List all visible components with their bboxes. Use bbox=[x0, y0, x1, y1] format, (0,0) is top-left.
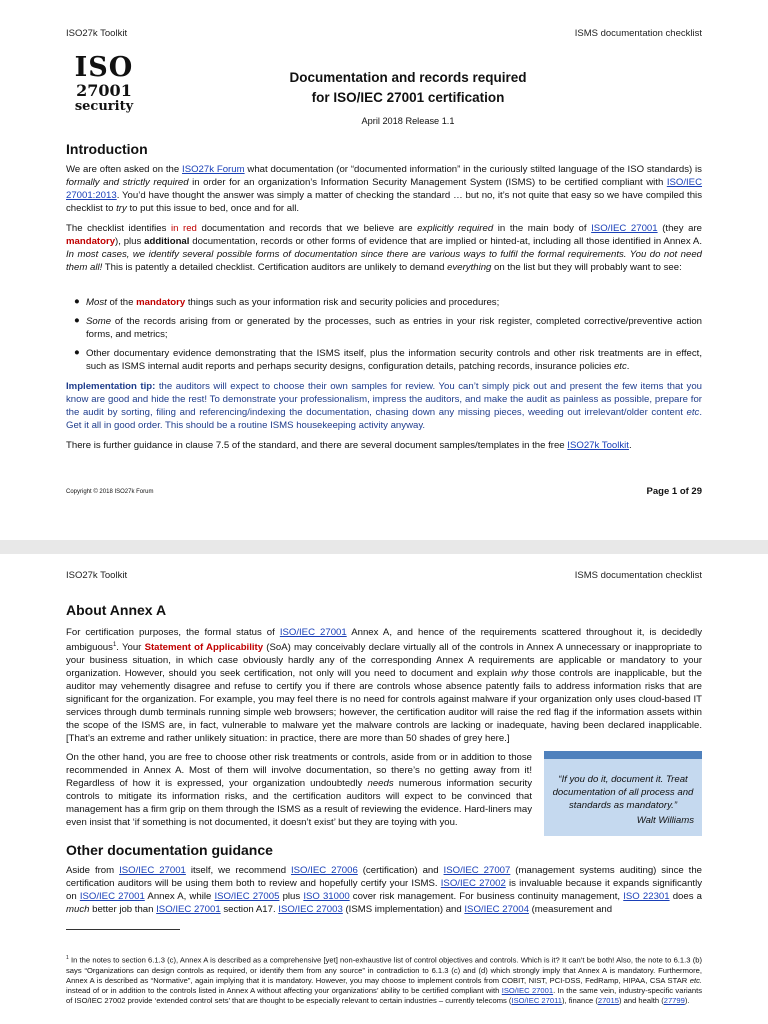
iso-27007-link[interactable]: ISO/IEC 27007 bbox=[443, 865, 511, 876]
iso-27001-link[interactable]: ISO/IEC 27001 bbox=[279, 627, 347, 638]
iso-27001-link[interactable]: ISO/IEC 27001 bbox=[79, 891, 145, 902]
page-number: Page 1 of 29 bbox=[646, 486, 702, 497]
iso-27001-link[interactable]: ISO/IEC 27001 bbox=[156, 904, 221, 915]
logo-line3: security bbox=[74, 99, 134, 114]
quote-author: Walt Williams bbox=[636, 815, 694, 826]
date-release: April 2018 Release 1.1 bbox=[361, 116, 455, 126]
quote-text: “If you do it, document it. Treat documentation of all process and standards as mandatory.” bbox=[552, 774, 694, 811]
footnote-ref[interactable]: 1 bbox=[112, 642, 117, 648]
iso-27004-link[interactable]: ISO/IEC 27004 bbox=[464, 904, 529, 915]
list-item: ● Other documentary evidence demonstrating that the ISMS itself, plus the information security controls and other risk treatments are in effect, such as ISMS internal audit reports and perhaps security designs, configuration details, patching records, insurance policies etc. bbox=[74, 347, 702, 372]
page2-header-right: ISMS documentation checklist bbox=[574, 570, 702, 581]
implementation-tip: Implementation tip: the auditors will expect to choose their own samples for review. You can’t simply pick out and present the few items that you know are good and hide the rest! To demonstrate your professionalism, impress the auditors, and make the audit as painless as possible, prepare for the audit by sorting, filing and referencing/indexing the documentation, chasing down any missing pieces, weeding out irrelevant/older content etc. Get it all in good order. This should be a routine ISMS housekeeping activity anyway. bbox=[66, 381, 702, 431]
list-item: ● Most of the mandatory things such as your information risk and security policies and procedures; bbox=[74, 296, 500, 308]
iso-27006-link[interactable]: ISO/IEC 27006 bbox=[290, 865, 358, 876]
footnote: $^1$ In the notes to section 6.1.3 (c), Annex A is described as a comprehensive [yet] non-exhaustive list of control objectives and controls. Which is it? It can’t be both! Also, the note to 6.1.3 (b) says “Organizations can design controls as required, or identify them from any source” in contradiction to 6.1.3 (c) and (d) which strongly imply that Annex A is mandatory. Furthermore, Annex A is described as “Normative”, again implying that it is mandatory. However, you may choose to implement controls from COBIT, NIST, PCI-DSS, FedRamp, HIPAA, CSA STAR etc. instead of or in addition to the controls listed in Annex A without affecting your organizations’ ability to be certified compliant with ISO/IEC 27001. In the same vein, industry-specific variants of ISO/IEC 27002 provide ‘extended control sets’ that are thought to be especially relevant to certain industries – currently telecoms (ISO/IEC 27011), finance (27015) and health (27799). bbox=[66, 955, 703, 1005]
other-guidance-heading: Other documentation guidance bbox=[66, 842, 273, 858]
iso27k-forum-link[interactable]: ISO27k Forum bbox=[182, 164, 245, 175]
introduction-heading: Introduction bbox=[66, 141, 148, 157]
intro-paragraph-2: The checklist identifies in red documentation and records that we believe are explicitly required in the main body of ISO/IEC 27001 (they are mandatory), plus additional documentation, records or other forms of evidence that are implied or hinted-at, including all those identified in Annex A. In most cases, we identify several possible forms of documentation since there are various ways to fulfil the formal requirements. You do not need them all! This is patently a detailed checklist. Certification auditors are unlikely to demand everything on the list but they will probably want to see: bbox=[66, 223, 702, 273]
page1-header-right: ISMS documentation checklist bbox=[574, 28, 702, 39]
further-guidance: There is further guidance in clause 7.5 of the standard, and there are several document samples/templates in the free ISO27k Toolkit. bbox=[66, 440, 632, 451]
other-guidance-paragraph: Aside from ISO/IEC 27001 itself, we recommend ISO/IEC 27006 (certification) and ISO/IEC 27007 (management systems auditing) since the certification auditors will be using them both to review and hopefully certify your ISMS. ISO/IEC 27002 is invaluable because it expands significantly on ISO/IEC 27001 Annex A, while ISO/IEC 27005 plus ISO 31000 cover risk management. For business continuity management, ISO 22301 does a much better job than ISO/IEC 27001 section A17. ISO/IEC 27003 (ISMS implementation) and ISO/IEC 27004 (measurement and bbox=[66, 865, 703, 915]
logo-line2: 27001 bbox=[76, 81, 132, 100]
iso-27003-link[interactable]: ISO/IEC 27003 bbox=[278, 904, 343, 915]
intro-paragraph-1: We are often asked on the ISO27k Forum what documentation (or “documented information” in the curiously stilted language of the ISO standards) is formally and strictly required in order for an organization’s Information Security Management System (ISMS) to be certified compliant with ISO/IEC 27001:2013. You’d have thought the answer was simply a matter of checking the standard … but no, it’s not quite that easy so we have compiled this checklist to try to put this issue to bed, once and for all. bbox=[66, 164, 703, 214]
logo-line1: ISO bbox=[74, 52, 134, 83]
document-title bbox=[208, 68, 608, 108]
bullet-icon: ● bbox=[74, 315, 80, 326]
list-item: ● Some of the records arising from or generated by the processes, such as entries in your risk register, completed corrective/preventive action forms, and metrics; bbox=[74, 315, 702, 340]
pull-quote bbox=[544, 751, 702, 836]
iso-27001-2013-link[interactable]: ISO/IEC 27001:2013 bbox=[66, 177, 703, 201]
footnote-divider bbox=[66, 929, 180, 930]
annex-paragraph-2: On the other hand, you are free to choose other risk treatments or controls, aside from or in addition to those recommended in Annex A. Most of them will involve documentation, so there’s no getting away from it! Regardless of how it is expressed, your organization undoubtedly needs numerous information security controls to mitigate its information risks, and the certification auditors will expect to be convinced that management has a firm grip on them through the ISMS as a result of reviewing the evidence. Hard-liners may even insist that ‘if something is not documented, it doesn’t exist’ but they are toying with you. bbox=[66, 752, 533, 828]
iso-27001-link[interactable]: ISO/IEC 27001 bbox=[501, 985, 554, 995]
iso-22301-link[interactable]: ISO 22301 bbox=[623, 891, 670, 902]
copyright: Copyright © 2018 ISO27k Forum bbox=[66, 489, 154, 495]
iso-27015-link[interactable]: 27015 bbox=[597, 995, 619, 1005]
bullet-icon: ● bbox=[74, 347, 80, 358]
page-separator bbox=[0, 540, 768, 554]
iso-27002-link[interactable]: ISO/IEC 27002 bbox=[440, 878, 506, 889]
iso-27001-link[interactable]: ISO/IEC 27001 bbox=[591, 223, 658, 234]
title-line1: Documentation and records required bbox=[289, 70, 527, 85]
iso-27001-link[interactable]: ISO/IEC 27001 bbox=[119, 865, 186, 876]
bullet-icon: ● bbox=[74, 296, 80, 307]
iso-31000-link[interactable]: ISO 31000 bbox=[303, 891, 350, 902]
iso-27799-link[interactable]: 27799 bbox=[663, 995, 685, 1005]
iso27001-security-logo bbox=[66, 54, 142, 113]
page1-header-left: ISO27k Toolkit bbox=[66, 28, 128, 39]
title-line2: for ISO/IEC 27001 certification bbox=[311, 90, 505, 105]
about-annex-a-heading: About Annex A bbox=[66, 602, 167, 618]
iso27k-toolkit-link[interactable]: ISO27k Toolkit bbox=[567, 440, 629, 451]
annex-paragraph-1: For certification purposes, the formal status of ISO/IEC 27001 Annex A, and hence of the requirements scattered throughout it, is decidedly ambiguous$^1$. Your Statement of Applicability (SoA) may conceivably declare virtually all of the controls in Annex A unnecessary or inappropriate to your business situation, in which case obviously hardly any of the corresponding Annex A requirements are applicable or mandatory to your organization. However, should you seek certification, not only will you need to document and explain why those controls are inapplicable, but the auditor may vehemently disagree and refuse to certify you if there are controls whose absence patently fails to address information risks that are significant for the organization. For example, you may feel there is no need for controls against malware if your organization only uses cloud-based IT services through dumb terminals running simple web browsers; however, the certification auditor will raise the red flag if the information assets within the scope of the ISMS are, in fact, vulnerable to malware yet the malware controls are lacking or inadequate, having been declared inapplicable. [That’s an extreme and rather unlikely situation: in practice, there are more than 50 shades of grey here.] bbox=[66, 627, 702, 745]
iso-27011-link[interactable]: ISO/IEC 27011 bbox=[511, 995, 562, 1005]
iso-27005-link[interactable]: ISO/IEC 27005 bbox=[214, 891, 280, 902]
page2-header-left: ISO27k Toolkit bbox=[66, 570, 128, 581]
